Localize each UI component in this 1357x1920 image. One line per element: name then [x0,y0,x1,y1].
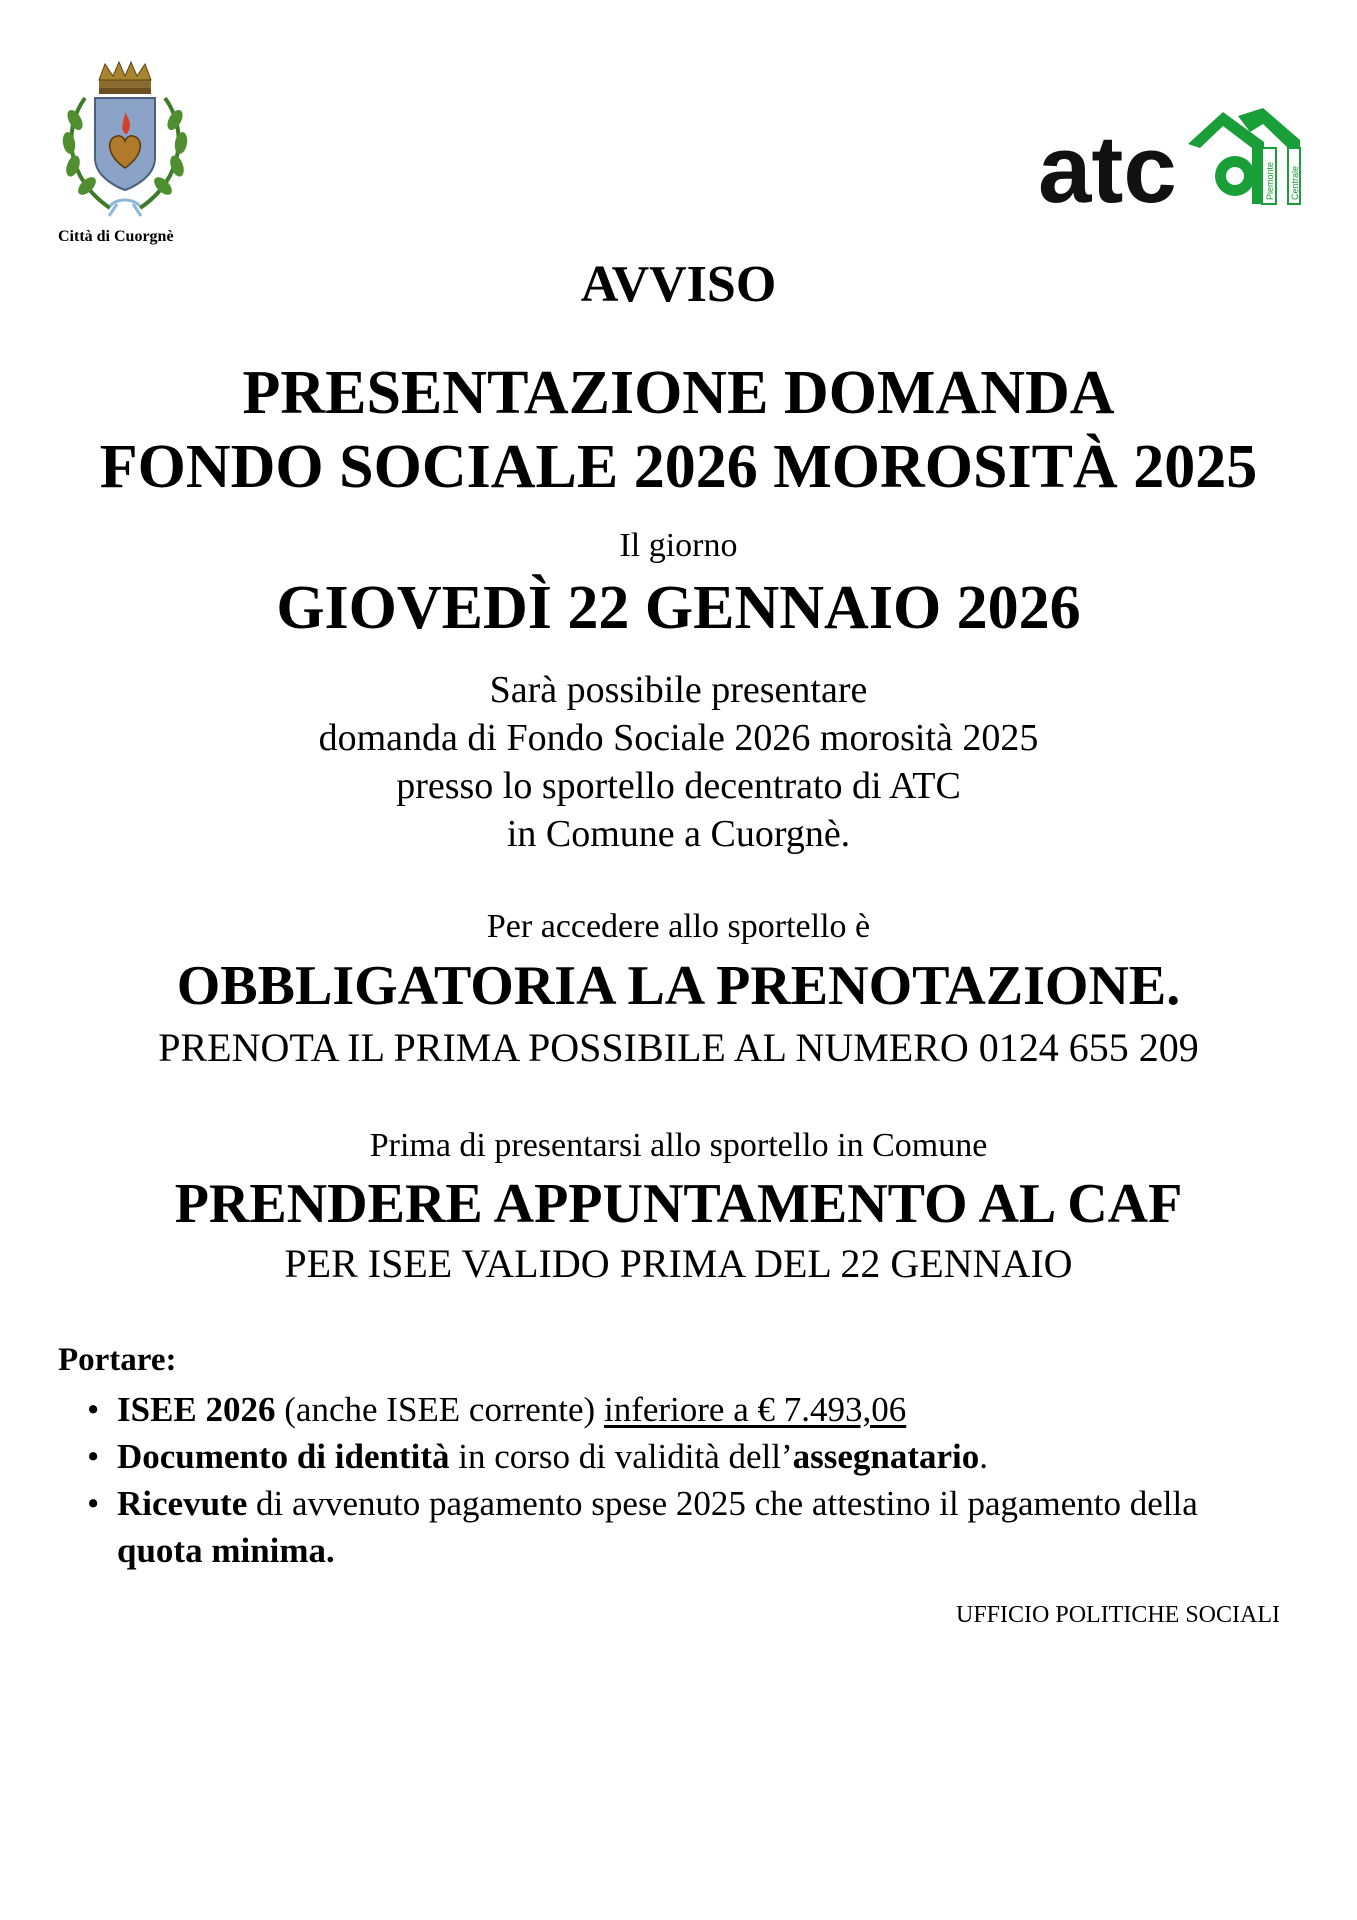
day-intro: Il giorno [619,527,738,564]
booking-phone-line: PRENOTA IL PRIMA POSSIBILE AL NUMERO 0124 655 209 [158,1025,1199,1070]
item-bold: Ricevute [117,1484,248,1523]
access-intro: Per accedere allo sportello è [486,908,871,945]
office-signature: UFFICIO POLITICHE SOCIALI [956,1602,1280,1628]
item-bold-2: assegnatario [792,1437,980,1476]
bring-title: Portare: [58,1342,177,1378]
city-crest-emblem-icon [55,58,195,223]
notice-heading: AVVISO [580,256,777,313]
list-item [85,1433,1285,1480]
city-crest [55,58,195,253]
atc-logo [1038,104,1303,214]
body-line: presso lo sportello decentrato di ATC [396,765,961,807]
item-underlined: inferiore a € 7.493,06 [603,1390,907,1429]
booking-mandatory: OBBLIGATORIA LA PRENOTAZIONE. [176,955,1181,1017]
event-date: GIOVEDÌ 22 GENNAIO 2026 [276,574,1081,642]
atc-sub-centrale: Centrale [1290,165,1300,200]
item-text: di avvenuto pagamento spese 2025 che attestino il pagamento della [247,1484,1198,1523]
atc-sub-piemonte: Piemonte [1265,161,1275,200]
notice-title-line-2: FONDO SOCIALE 2026 MOROSITÀ 2025 [99,433,1258,501]
bring-list [85,1386,1285,1574]
atc-wordmark: atc [1038,116,1177,214]
caf-appointment-title: PRENDERE APPUNTAMENTO AL CAF [174,1173,1183,1235]
city-caption: Città di Cuorgnè [58,228,174,245]
item-text: in corso di validità dell’ [449,1437,793,1476]
item-bold-2: quota minima. [117,1531,335,1570]
notice-title-line-1: PRESENTAZIONE DOMANDA [242,359,1115,427]
body-line: Sarà possibile presentare [489,669,868,711]
list-item [85,1480,1285,1574]
item-bold: ISEE 2026 [117,1390,276,1429]
caf-intro: Prima di presentarsi allo sportello in Comune [369,1127,988,1164]
item-bold: Documento di identità [117,1437,450,1476]
item-text: (anche ISEE corrente) [275,1390,604,1429]
list-item [85,1386,1285,1433]
body-line: in Comune a Cuorgnè. [506,813,851,855]
atc-house-logo-icon [1038,104,1303,214]
item-end: . [979,1437,989,1476]
body-line: domanda di Fondo Sociale 2026 morosità 2025 [318,717,1039,759]
isee-valid-line: PER ISEE VALIDO PRIMA DEL 22 GENNAIO [284,1241,1073,1286]
